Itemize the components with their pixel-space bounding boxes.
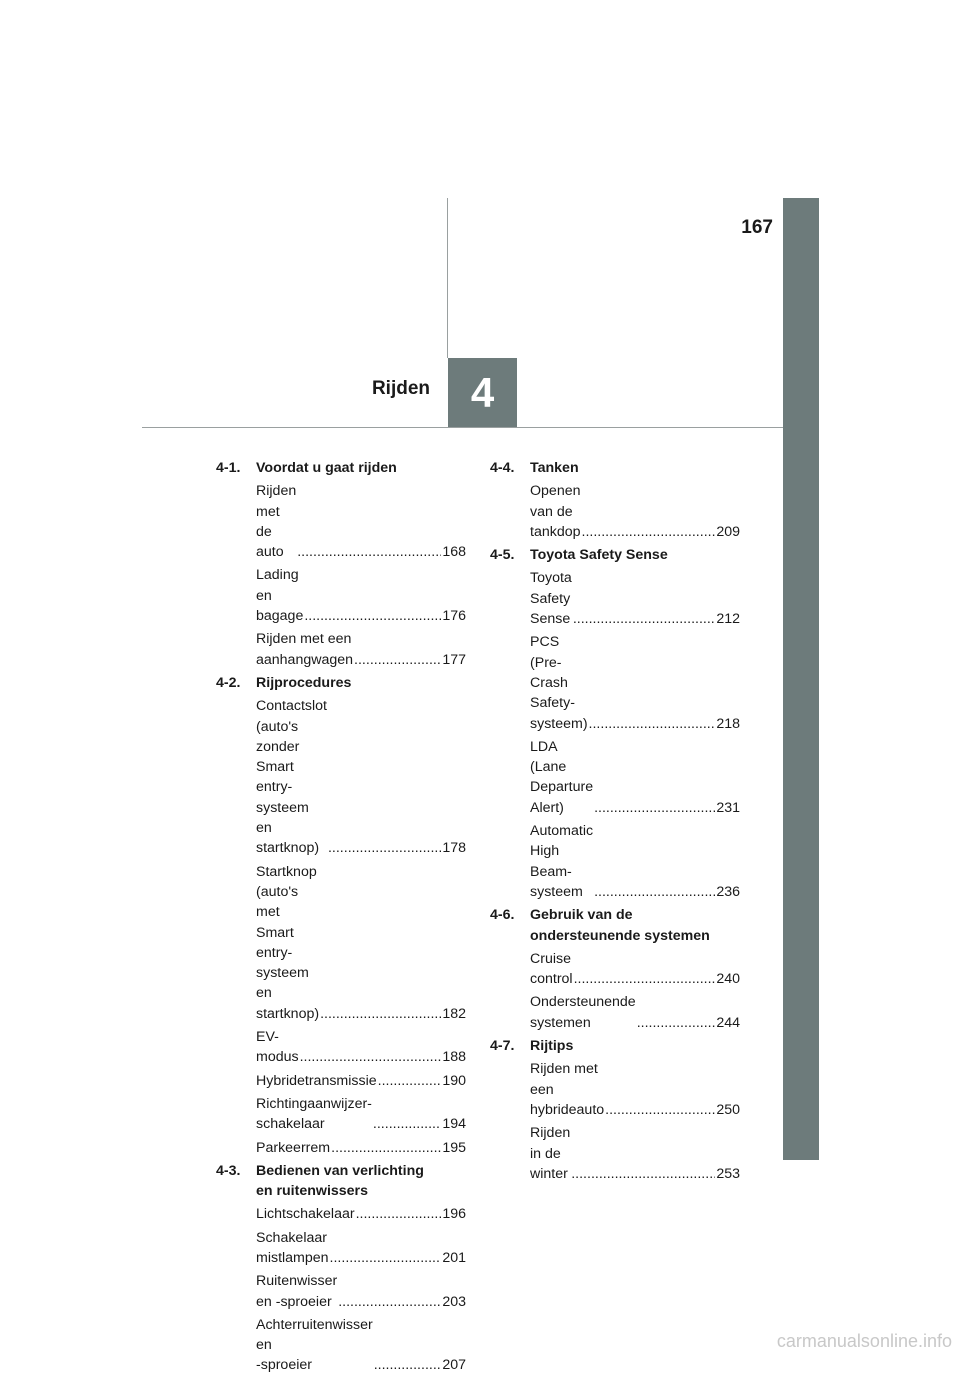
toc-entry[interactable] (256, 696, 466, 858)
page-number: 167 (741, 217, 773, 238)
toc-entry[interactable] (530, 481, 740, 542)
toc-entry-page: 182 (442, 1005, 466, 1022)
toc-entry-title: Lading en bagage (256, 567, 304, 625)
dot-leader (594, 882, 715, 902)
toc-entry[interactable] (530, 949, 740, 990)
toc-entry-title: Contactslot (auto's zonder Smart entry- systeem en startknop) (256, 698, 327, 857)
toc-entry-page: 236 (716, 883, 740, 900)
toc-entry-title: Schakelaar mistlampen (256, 1229, 329, 1266)
toc-entry-title: Richtingaanwijzer- schakelaar (256, 1095, 372, 1133)
chapter-title: Rijden (371, 378, 430, 399)
toc-entry-title: Achterruitenwisser en -sproeier (256, 1316, 373, 1374)
toc-entry-title: Ondersteunende systemen (530, 994, 636, 1031)
dot-leader (605, 1100, 715, 1120)
toc-section (216, 458, 466, 670)
dot-leader (331, 1138, 441, 1158)
dot-leader (300, 1047, 442, 1067)
toc-entry-title: Rijden met de auto (256, 483, 297, 561)
toc-entry[interactable] (530, 737, 740, 818)
toc-entry-title: PCS (Pre-Crash Safety- systeem) (530, 634, 588, 732)
dot-leader (574, 969, 716, 989)
toc-entry[interactable] (256, 1315, 466, 1376)
toc-entry-page: 190 (442, 1072, 466, 1089)
toc-column-left (216, 458, 466, 1379)
toc-entry-page: 207 (442, 1357, 466, 1374)
dot-leader (354, 650, 441, 670)
section-number: 4-5. (490, 547, 515, 564)
toc-entry-title: Hybridetransmissie (256, 1072, 377, 1089)
toc-entry-page: 195 (442, 1139, 466, 1156)
toc-section (216, 673, 466, 1158)
toc-entry-title: Automatic High Beam- systeem (530, 823, 594, 900)
toc-entry[interactable] (256, 1138, 466, 1158)
toc-entry[interactable] (256, 1228, 466, 1269)
toc-entry[interactable] (530, 1059, 740, 1120)
toc-entry[interactable] (256, 629, 466, 670)
chapter-number-badge: 4 (448, 358, 517, 427)
toc-entry[interactable] (530, 821, 740, 902)
toc-entry-page: 244 (716, 1014, 740, 1031)
toc-entry[interactable] (256, 1094, 466, 1135)
toc-entry[interactable] (530, 632, 740, 733)
toc-entry-title: LDA (Lane Departure Alert) (530, 738, 594, 816)
toc-entry-title: Toyota Safety Sense (530, 570, 572, 628)
toc-entry-title: Startknop (auto's met Smart entry- systeem en startknop) (256, 863, 320, 1022)
chapter-side-tab (783, 198, 819, 1160)
toc-entry-title: Rijden met een hybrideauto (530, 1061, 605, 1118)
toc-entry-page: 212 (716, 611, 740, 628)
section-title[interactable]: Gebruik van de ondersteunende systemen (530, 907, 710, 944)
section-number: 4-6. (490, 907, 515, 924)
toc-entry-page: 178 (442, 840, 466, 857)
horizontal-rule (142, 427, 783, 428)
toc-entry-page: 176 (442, 608, 466, 625)
dot-leader (320, 1004, 441, 1024)
toc-entry[interactable] (530, 1123, 740, 1184)
toc-entry-page: 196 (442, 1206, 466, 1223)
toc-section (216, 1161, 466, 1376)
dot-leader (328, 838, 441, 858)
section-title[interactable]: Rijtips (530, 1038, 574, 1055)
dot-leader (378, 1071, 442, 1091)
toc-entry[interactable] (530, 992, 740, 1033)
toc-entry[interactable] (256, 1204, 466, 1224)
watermark: carmanualsonline.info (776, 1331, 952, 1351)
toc-entry-page: 253 (716, 1165, 740, 1182)
dot-leader (573, 609, 716, 629)
dot-leader (582, 522, 716, 542)
toc-entry-page: 177 (442, 651, 466, 668)
toc-entry-page: 250 (716, 1101, 740, 1118)
toc-entry-page: 209 (716, 523, 740, 540)
dot-leader (594, 798, 715, 818)
dot-leader (338, 1292, 441, 1312)
toc-entry-title: Ruitenwisser en -sproeier (256, 1273, 338, 1310)
toc-entry-title: Rijden met een aanhangwagen (256, 631, 354, 668)
toc-entry[interactable] (256, 1027, 466, 1068)
toc-section (490, 458, 740, 542)
vertical-rule (447, 198, 448, 358)
section-number: 4-3. (216, 1162, 241, 1179)
section-number: 4-7. (490, 1038, 515, 1055)
dot-leader (637, 1013, 716, 1033)
toc-entry-title: Cruise control (530, 950, 573, 988)
toc-entry-title: Parkeerrem (256, 1139, 331, 1156)
dot-leader (571, 1164, 715, 1184)
toc-section (490, 545, 740, 902)
section-title[interactable]: Bedienen van verlichting en ruitenwissers (256, 1162, 424, 1200)
toc-entry-page: 203 (442, 1293, 466, 1310)
toc-section (490, 905, 740, 1033)
toc-entry-page: 240 (716, 971, 740, 988)
section-title[interactable]: Rijprocedures (256, 674, 352, 691)
toc-entry[interactable] (530, 568, 740, 629)
toc-entry-title: Lichtschakelaar (256, 1206, 355, 1223)
toc-entry[interactable] (256, 565, 466, 626)
dot-leader (374, 1355, 442, 1375)
toc-entry[interactable] (256, 1271, 466, 1312)
toc-section (490, 1036, 740, 1184)
section-title[interactable]: Voordat u gaat rijden (256, 460, 397, 476)
toc-entry-page: 201 (442, 1249, 466, 1266)
toc-column-right (490, 458, 740, 1187)
section-title[interactable]: Tanken (530, 460, 579, 476)
dot-leader (330, 1248, 442, 1268)
toc-entry-page: 194 (442, 1116, 466, 1133)
section-title[interactable]: Toyota Safety Sense (530, 547, 668, 564)
toc-entry-page: 168 (442, 544, 466, 561)
toc-entry-page: 188 (442, 1049, 466, 1066)
section-number: 4-1. (216, 460, 241, 476)
section-number: 4-4. (490, 460, 515, 476)
dot-leader (356, 1204, 442, 1224)
toc-entry-title: EV-modus (256, 1029, 299, 1066)
dot-leader (373, 1114, 441, 1134)
toc-entry[interactable] (256, 862, 466, 1024)
toc-entry-title: Openen van de tankdop (530, 483, 581, 540)
dot-leader (304, 606, 441, 626)
toc-entry[interactable] (256, 1071, 466, 1091)
toc-entry-page: 231 (716, 799, 740, 816)
section-number: 4-2. (216, 674, 241, 691)
dot-leader (589, 714, 716, 734)
toc-entry-title: Rijden in de winter (530, 1125, 571, 1182)
toc-entry-page: 218 (716, 715, 740, 732)
toc-entry[interactable] (256, 481, 466, 562)
dot-leader (297, 542, 441, 562)
